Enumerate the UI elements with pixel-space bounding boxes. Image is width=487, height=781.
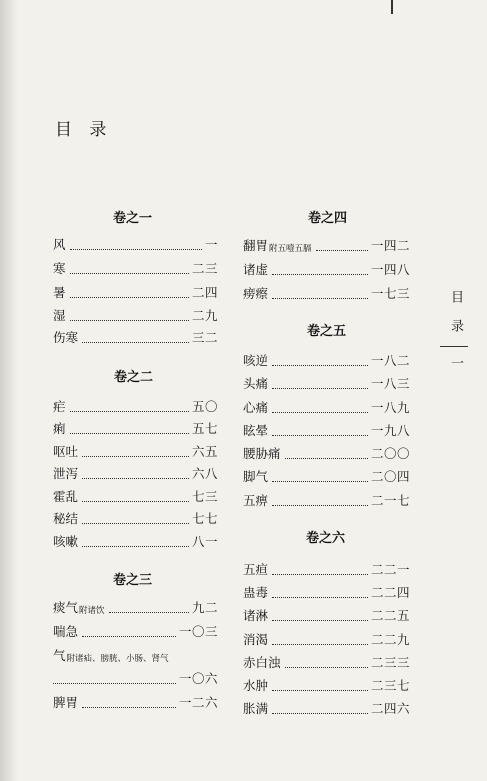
toc-entry[interactable] [53,534,218,550]
dot-leader [272,365,368,366]
dot-leader [272,298,368,299]
entry-note: 附五噎五膈 [269,244,312,254]
entry-title: 赤白浊 [243,655,281,670]
entry-title: 腰胁痛 [243,446,281,461]
dot-leader [82,456,189,457]
entry-title: 咳逆 [243,353,269,368]
entry-title: 霍乱 [53,489,79,504]
entry-page: 七七 [191,511,218,526]
toc-entry[interactable] [243,655,410,671]
toc-entry[interactable] [243,469,410,485]
dot-leader [316,250,368,251]
page-number: 一 [448,356,463,369]
toc-entry[interactable] [53,489,218,505]
entry-title: 疟 [53,399,66,414]
toc-entry[interactable] [243,585,410,601]
entry-title: 诸虚 [243,262,269,277]
dot-leader [70,249,202,250]
dot-leader [70,320,189,321]
toc-entry[interactable] [243,400,410,416]
entry-page: 一九八 [370,423,410,438]
volume-heading: 卷之三 [113,573,153,588]
entry-page: 一八九 [370,400,410,415]
entry-page: 二三 [191,261,218,276]
toc-entry[interactable] [243,423,410,439]
entry-page: 七三 [191,489,218,504]
toc-entry[interactable] [53,466,218,482]
toc-entry-first-line[interactable] [53,648,218,664]
entry-title: 翻胃 [243,238,269,253]
dot-leader [82,636,176,637]
entry-page: 五〇 [191,399,218,414]
entry-title: 心痛 [243,400,269,415]
entry-page: 一 [204,237,218,252]
entry-title: 眩晕 [243,423,269,438]
dot-leader [272,481,368,482]
entry-page: 一四八 [370,262,410,277]
dot-leader [82,501,189,502]
entry-title: 蛊毒 [243,585,269,600]
entry-page: 二二九 [370,632,410,647]
dot-leader [70,433,189,434]
entry-page: 二四六 [370,701,410,716]
toc-entry[interactable] [243,376,410,392]
entry-page: 一二六 [178,695,218,710]
dot-leader [285,667,368,668]
entry-page: 二一七 [370,493,410,508]
dot-leader [82,546,189,547]
entry-page: 二三三 [370,655,410,670]
entry-title: 伤寒 [53,330,79,345]
entry-title: 脾胃 [53,695,79,710]
dot-leader [272,644,368,645]
toc-entry[interactable] [53,237,218,253]
dot-leader [70,273,189,274]
dot-leader [82,523,189,524]
toc-entry[interactable] [243,678,410,694]
entry-title: 暑 [53,285,66,300]
top-edge-mark [381,0,393,14]
toc-entry[interactable] [243,493,410,509]
entry-title: 水肿 [243,678,269,693]
volume-heading: 卷之六 [306,531,346,546]
entry-page: 八一 [191,534,218,549]
toc-entry[interactable] [243,353,410,369]
toc-entry[interactable] [243,701,410,717]
toc-entry[interactable] [243,632,410,648]
entry-title: 诸淋 [243,608,269,623]
dot-leader [272,713,368,714]
dot-leader [82,478,189,479]
entry-page: 一八二 [370,353,410,368]
entry-title: 痰气 [53,600,79,615]
entry-page: 一四二 [370,238,410,253]
toc-entry[interactable] [53,695,218,711]
toc-entry[interactable] [53,285,218,301]
dot-leader [82,707,176,708]
volume-heading: 卷之一 [113,211,153,226]
entry-title: 湿 [53,308,66,323]
toc-entry[interactable] [53,511,218,527]
entry-title: 头痛 [243,376,269,391]
dot-leader [272,412,368,413]
entry-page: 二二五 [370,608,410,623]
entry-title: 痨瘵 [243,286,269,301]
entry-page: 六八 [191,466,218,481]
running-header-rule [440,346,468,347]
toc-entry[interactable] [243,286,410,302]
volume-heading: 卷之四 [308,211,348,226]
toc-entry[interactable] [53,600,218,616]
entry-note: 附诸饮 [79,606,105,616]
toc-entry[interactable] [53,330,218,346]
toc-entry[interactable] [243,262,410,278]
entry-title: 气 [53,648,66,663]
dot-leader [272,505,368,506]
toc-entry[interactable] [243,238,410,254]
dot-leader [53,683,176,684]
entry-title: 泄泻 [53,466,79,481]
entry-page: 二〇〇 [370,446,410,461]
entry-page: 二九 [191,308,218,323]
toc-entry[interactable] [53,261,218,277]
toc-entry[interactable] [53,444,218,460]
dot-leader [82,342,189,343]
entry-title: 五痹 [243,493,269,508]
entry-page: 二二四 [370,585,410,600]
entry-page: 九二 [191,600,218,615]
dot-leader [272,388,368,389]
entry-title: 喘急 [53,624,79,639]
entry-title: 痢 [53,421,66,436]
dot-leader [272,690,368,691]
toc-entry-continuation[interactable] [53,671,218,687]
entry-page: 二〇四 [370,469,410,484]
toc-entry[interactable] [243,608,410,624]
entry-page: 二四 [191,285,218,300]
entry-title: 脚气 [243,469,269,484]
entry-page: 一七三 [370,286,410,301]
entry-page: 六五 [191,444,218,459]
entry-title: 咳嗽 [53,534,79,549]
toc-entry[interactable] [53,399,218,415]
dot-leader [109,612,189,613]
dot-leader [272,435,368,436]
entry-page: 三二 [191,330,218,345]
entry-page: 二二一 [370,562,410,577]
toc-entry[interactable] [53,624,218,640]
entry-page: 一〇三 [178,624,218,639]
dot-leader [272,574,368,575]
dot-leader [70,297,189,298]
entry-title: 风 [53,237,66,252]
toc-entry[interactable] [243,562,410,578]
dot-leader [272,274,368,275]
dot-leader [285,458,368,459]
entry-title: 五疸 [243,562,269,577]
entry-title: 寒 [53,261,66,276]
toc-entry[interactable] [53,421,218,437]
running-header: 目 录 [448,290,463,339]
entry-note: 附诸疝、膀胱、小肠、肾气 [66,654,169,664]
page-title: 目 录 [55,120,113,140]
entry-title: 胀满 [243,701,269,716]
entry-page: 一〇六 [178,671,218,686]
dot-leader [272,620,368,621]
entry-page: 一八三 [370,376,410,391]
entry-title: 秘结 [53,511,79,526]
volume-heading: 卷之二 [114,370,154,385]
entry-page: 二三七 [370,678,410,693]
entry-page: 五七 [191,421,218,436]
volume-heading: 卷之五 [307,324,347,339]
entry-title: 呕吐 [53,444,79,459]
page-edge-shadow [0,0,18,781]
dot-leader [70,411,189,412]
entry-title: 消渴 [243,632,269,647]
dot-leader [272,597,368,598]
toc-entry[interactable] [53,308,218,324]
toc-entry[interactable] [243,446,410,462]
